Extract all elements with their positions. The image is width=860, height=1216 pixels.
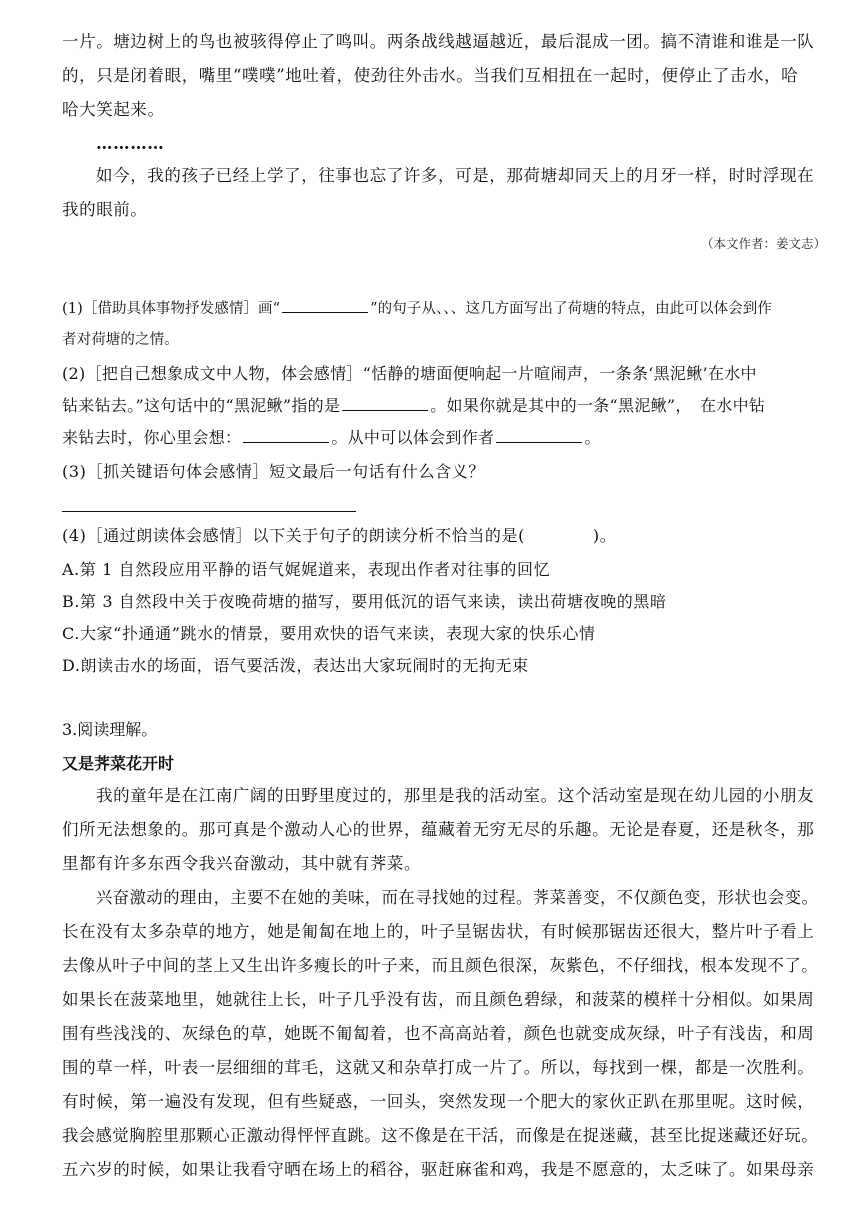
q2-text: 。从中可以体会到作者 bbox=[331, 428, 495, 447]
option-a[interactable]: A.第 1 自然段应用平静的语气娓娓道来，表现出作者对往事的回忆 bbox=[62, 560, 551, 579]
answer-line[interactable] bbox=[62, 511, 356, 512]
question-3: (3)［抓关键语句体会感情］短文最后一句话有什么含义？ bbox=[62, 462, 485, 481]
question-4 bbox=[62, 526, 616, 546]
q1-suffix: ”的句子从、、、这几方面写出了荷塘的特点，由此可以体会到作 bbox=[370, 301, 772, 317]
passage-line: 我的眼前。 bbox=[62, 200, 148, 219]
answer-blank[interactable] bbox=[496, 428, 582, 443]
author-note: （本文作者：姜文志） bbox=[700, 236, 826, 251]
question-2: (2)［把自己想象成文中人物，体会感情］“恬静的塘面便响起一片喧闹声，一条条‘黑泥鳅’在水中 bbox=[62, 364, 757, 383]
section-heading: 3.阅读理解。 bbox=[62, 720, 158, 739]
q2-text: 。 bbox=[584, 428, 601, 447]
q2-text: 。如果你就是其中的一条“黑泥鳅”， 在水中钻 bbox=[430, 396, 766, 415]
article-line: 们所无法想象的。那可真是个激动人心的世界，蕴藏着无穷无尽的乐趣。无论是春夏，还是秋冬，那 bbox=[62, 820, 815, 839]
q2-text: 钻来钻去。”这句话中的“黑泥鳅”指的是 bbox=[62, 396, 341, 415]
answer-blank[interactable] bbox=[243, 428, 329, 443]
question-1-cont: 者对荷塘的之情。 bbox=[62, 332, 179, 348]
passage-line: 如今，我的孩子已经上学了，往事也忘了许多，可是，那荷塘却同天上的月牙一样，时时浮现在 bbox=[96, 166, 815, 185]
q2-text: 来钻去时，你心里会想： bbox=[62, 428, 242, 447]
article-line: 长在没有太多杂草的地方，她是匍匐在地上的，叶子呈锯齿状，有时候那锯齿还很大，整片叶子看上 bbox=[62, 922, 815, 941]
answer-blank[interactable] bbox=[282, 298, 368, 313]
article-line: 围的草一样，叶表一层细细的茸毛，这就又和杂草打成一片了。所以，每找到一棵，都是一次胜利。 bbox=[62, 1058, 815, 1077]
article-line: 我会感觉胸腔里那颗心正激动得怦怦直跳。这不像是在干活，而像是在捉迷藏，甚至比捉迷藏还好玩。 bbox=[62, 1126, 818, 1145]
article-line: 如果长在菠菜地里，她就往上长，叶子几乎没有齿，而且颜色碧绿，和菠菜的模样十分相似。如果周 bbox=[62, 990, 815, 1009]
article-line: 里都有许多东西令我兴奋激动，其中就有荠菜。 bbox=[62, 854, 422, 873]
option-d[interactable]: D.朗读击水的场面，语气要活泼，表达出大家玩闹时的无拘无束 bbox=[62, 656, 529, 675]
question-1 bbox=[62, 298, 772, 319]
article-line: 五六岁的时候，如果让我看守晒在场上的稻谷，驱赶麻雀和鸡，我是不愿意的，太乏味了。如果母亲 bbox=[62, 1160, 815, 1179]
passage-line: 哈大笑起来。 bbox=[62, 100, 165, 119]
question-2-line3 bbox=[62, 428, 601, 448]
question-2-line2 bbox=[62, 396, 765, 416]
answer-blank[interactable] bbox=[342, 396, 428, 411]
article-line: 兴奋激动的理由，主要不在她的美味，而在寻找她的过程。荠菜善变，不仅颜色变，形状也会变。 bbox=[96, 888, 819, 907]
article-line: 去像从叶子中间的茎上又生出许多瘦长的叶子来，而且颜色很深，灰紫色，不仔细找，根本发现不了。 bbox=[62, 956, 818, 975]
ellipsis: ………… bbox=[96, 134, 165, 153]
q1-prefix: (1)［借助具体事物抒发感情］画“ bbox=[62, 301, 281, 317]
option-c[interactable]: C.大家“扑通通”跳水的情景，要用欢快的语气来读，表现大家的快乐心情 bbox=[62, 624, 596, 643]
article-line: 围有些浅浅的、灰绿色的草，她既不匍匐着，也不高高站着，颜色也就变成灰绿，叶子有浅齿，和周 bbox=[62, 1024, 815, 1043]
q4-text: )。 bbox=[592, 526, 617, 545]
article-title: 又是荠菜花开时 bbox=[62, 754, 175, 773]
q4-text: (4)［通过朗读体会感情］以下关于句子的朗读分析不恰当的是( bbox=[62, 526, 525, 545]
passage-line: 一片。塘边树上的鸟也被骇得停止了鸣叫。两条战线越逼越近，最后混成一团。搞不清谁和谁是一队 bbox=[62, 32, 815, 51]
passage-line: 的，只是闭着眼，嘴里“噗噗”地吐着，使劲往外击水。当我们互相扭在一起时，便停止了击水，哈 bbox=[62, 66, 799, 85]
article-line: 有时候，第一遍没有发现，但有些疑惑，一回头，突然发现一个肥大的家伙正趴在那里呢。这时候， bbox=[62, 1092, 815, 1111]
article-line: 我的童年是在江南广阔的田野里度过的，那里是我的活动室。这个活动室是现在幼儿园的小朋友 bbox=[96, 786, 815, 805]
option-b[interactable]: B.第 3 自然段中关于夜晚荷塘的描写，要用低沉的语气来读，读出荷塘夜晚的黑暗 bbox=[62, 592, 667, 611]
